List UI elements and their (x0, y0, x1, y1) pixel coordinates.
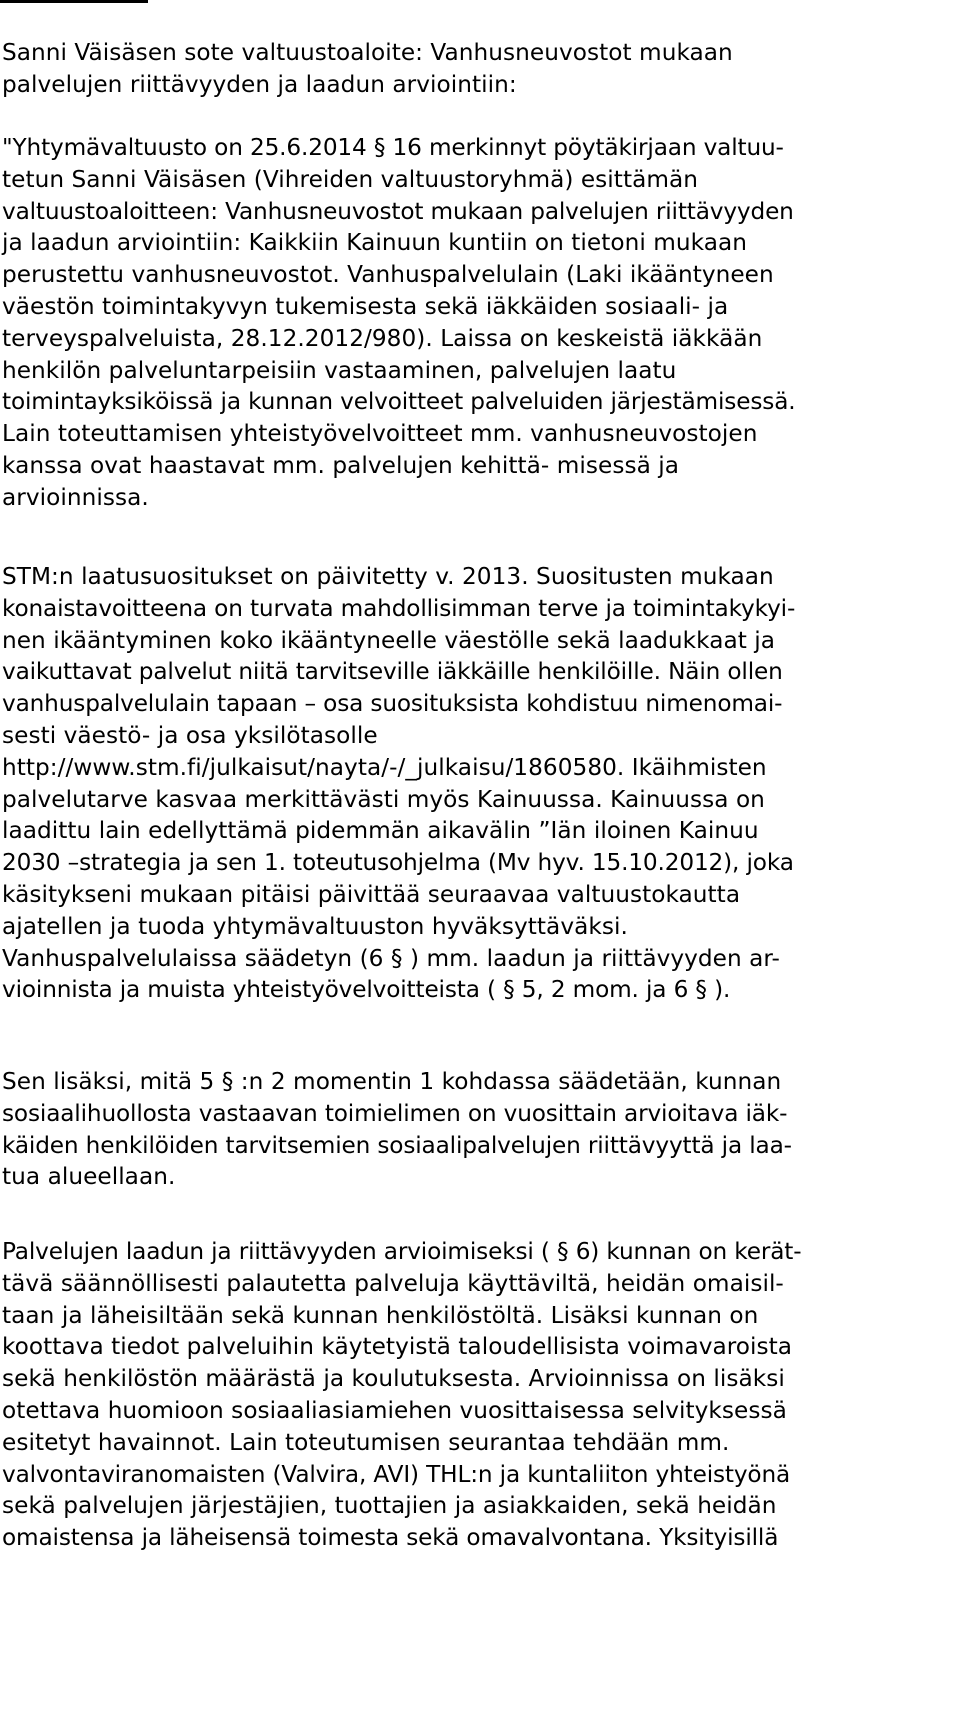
text-line: vaikuttavat palvelut niitä tarvitseville iäkkäille henkilöille. Näin ollen (2, 658, 783, 686)
text-line: sekä palvelujen järjestäjien, tuottajien ja asiakkaiden, sekä heidän (2, 1492, 777, 1520)
text-line: tua alueellaan. (2, 1163, 176, 1191)
text-line: valvontaviranomaisten (Valvira, AVI) THL:n ja kuntaliiton yhteistyönä (2, 1460, 791, 1488)
text-line: "Yhtymävaltuusto on 25.6.2014 § 16 merkinnyt pöytäkirjaan valtuu- (2, 134, 784, 161)
text-line: konaistavoitteena on turvata mahdollisimman terve ja toimintakykyi- (2, 594, 796, 622)
text-line: sesti väestö- ja osa yksilötasolle (2, 721, 378, 749)
text-line: sekä henkilöstön määrästä ja koulutuksesta. Arvioinnissa on lisäksi (2, 1365, 785, 1393)
text-line: vioinnista ja muista yhteistyövelvoitteista ( § 5, 2 mom. ja 6 § ). (2, 976, 731, 1004)
text-line: tetun Sanni Väisäsen (Vihreiden valtuustoryhmä) esittämän (2, 165, 698, 193)
text-line: ja laadun arviointiin: Kaikkiin Kainuun kuntiin on tietoni mukaan (2, 229, 747, 257)
text-line: laadittu lain edellyttämä pidemmän aikavälin ”Iän iloinen Kainuu (2, 817, 759, 845)
text-line: STM:n laatusuositukset on päivitetty v. 2013. Suositusten mukaan (2, 563, 774, 590)
text-line: arvioinnissa. (2, 483, 149, 511)
stm-link-text: http://www.stm.fi/julkaisut/nayta/-/_julkaisu/1860580. Ikäihmisten (2, 753, 767, 781)
text-line: valtuustoaloitteen: Vanhusneuvostot mukaan palvelujen riittävyyden (2, 197, 794, 225)
paragraph-municipal-assessment (2, 1066, 952, 1193)
text-line: Sen lisäksi, mitä 5 § :n 2 momentin 1 kohdassa säädetään, kunnan (2, 1068, 782, 1095)
text-line: omaistensa ja läheisensä toimesta sekä omavalvontana. Yksityisillä (2, 1524, 779, 1552)
text-line: nen ikääntyminen koko ikääntyneelle väestölle sekä laadukkaat ja (2, 626, 776, 654)
text-line: käiden henkilöiden tarvitsemien sosiaalipalvelujen riittävyyttä ja laa- (2, 1131, 792, 1159)
text-line: väestön toimintakyvyn tukemisesta sekä iäkkäiden sosiaali- ja (2, 292, 729, 320)
text-line: ajatellen ja tuoda yhtymävaltuuston hyväksyttäväksi. (2, 912, 628, 940)
title-line: Sanni Väisäsen sote valtuustoaloite: Vanhusneuvostot mukaan (2, 39, 733, 66)
text-line: otettava huomioon sosiaaliasiamiehen vuosittaisessa selvityksessä (2, 1396, 787, 1424)
text-line: Palvelujen laadun ja riittävyyden arvioimiseksi ( § 6) kunnan on kerät- (2, 1238, 802, 1265)
paragraph-feedback-collection (2, 1236, 952, 1554)
text-line: Lain toteuttamisen yhteistyövelvoitteet mm. vanhusneuvostojen (2, 420, 758, 448)
text-line: 2030 –strategia ja sen 1. toteutusohjelma (Mv hyv. 15.10.2012), joka (2, 849, 794, 877)
text-line: vanhuspalvelulain tapaan – osa suosituksista kohdistuu nimenomai- (2, 690, 783, 718)
paragraph-recommendations (2, 561, 952, 1006)
text-line: henkilön palveluntarpeisiin vastaaminen, palvelujen laatu (2, 356, 677, 384)
text-line: tävä säännöllisesti palautetta palveluja käyttäviltä, heidän omaisil- (2, 1269, 784, 1297)
text-line: taan ja läheisiltään sekä kunnan henkilöstöltä. Lisäksi kunnan on (2, 1301, 759, 1329)
footnote-separator-rule (0, 0, 148, 3)
document-title (2, 37, 952, 101)
text-line: Vanhuspalvelulaissa säädetyn (6 § ) mm. laadun ja riittävyyden ar- (2, 944, 780, 972)
text-line: terveyspalveluista, 28.12.2012/980). Laissa on keskeistä iäkkään (2, 324, 763, 352)
text-line: koottava tiedot palveluihin käytetyistä taloudellisista voimavaroista (2, 1333, 793, 1361)
paragraph-motion (2, 132, 952, 514)
text-line: palvelutarve kasvaa merkittävästi myös Kainuussa. Kainuussa on (2, 785, 765, 813)
text-line: perustettu vanhusneuvostot. Vanhuspalvelulain (Laki ikääntyneen (2, 261, 774, 289)
text-line: kanssa ovat haastavat mm. palvelujen kehittä- misessä ja (2, 451, 680, 479)
text-line: käsitykseni mukaan pitäisi päivittää seuraavaa valtuustokautta (2, 880, 741, 908)
text-line: toimintayksiköissä ja kunnan velvoitteet palveluiden järjestämisessä. (2, 388, 796, 416)
text-line: sosiaalihuollosta vastaavan toimielimen on vuosittain arvioitava iäk- (2, 1099, 788, 1127)
text-line: esitetyt havainnot. Lain toteutumisen seurantaa tehdään mm. (2, 1428, 730, 1456)
title-line: palvelujen riittävyyden ja laadun arviointiin: (2, 70, 517, 98)
